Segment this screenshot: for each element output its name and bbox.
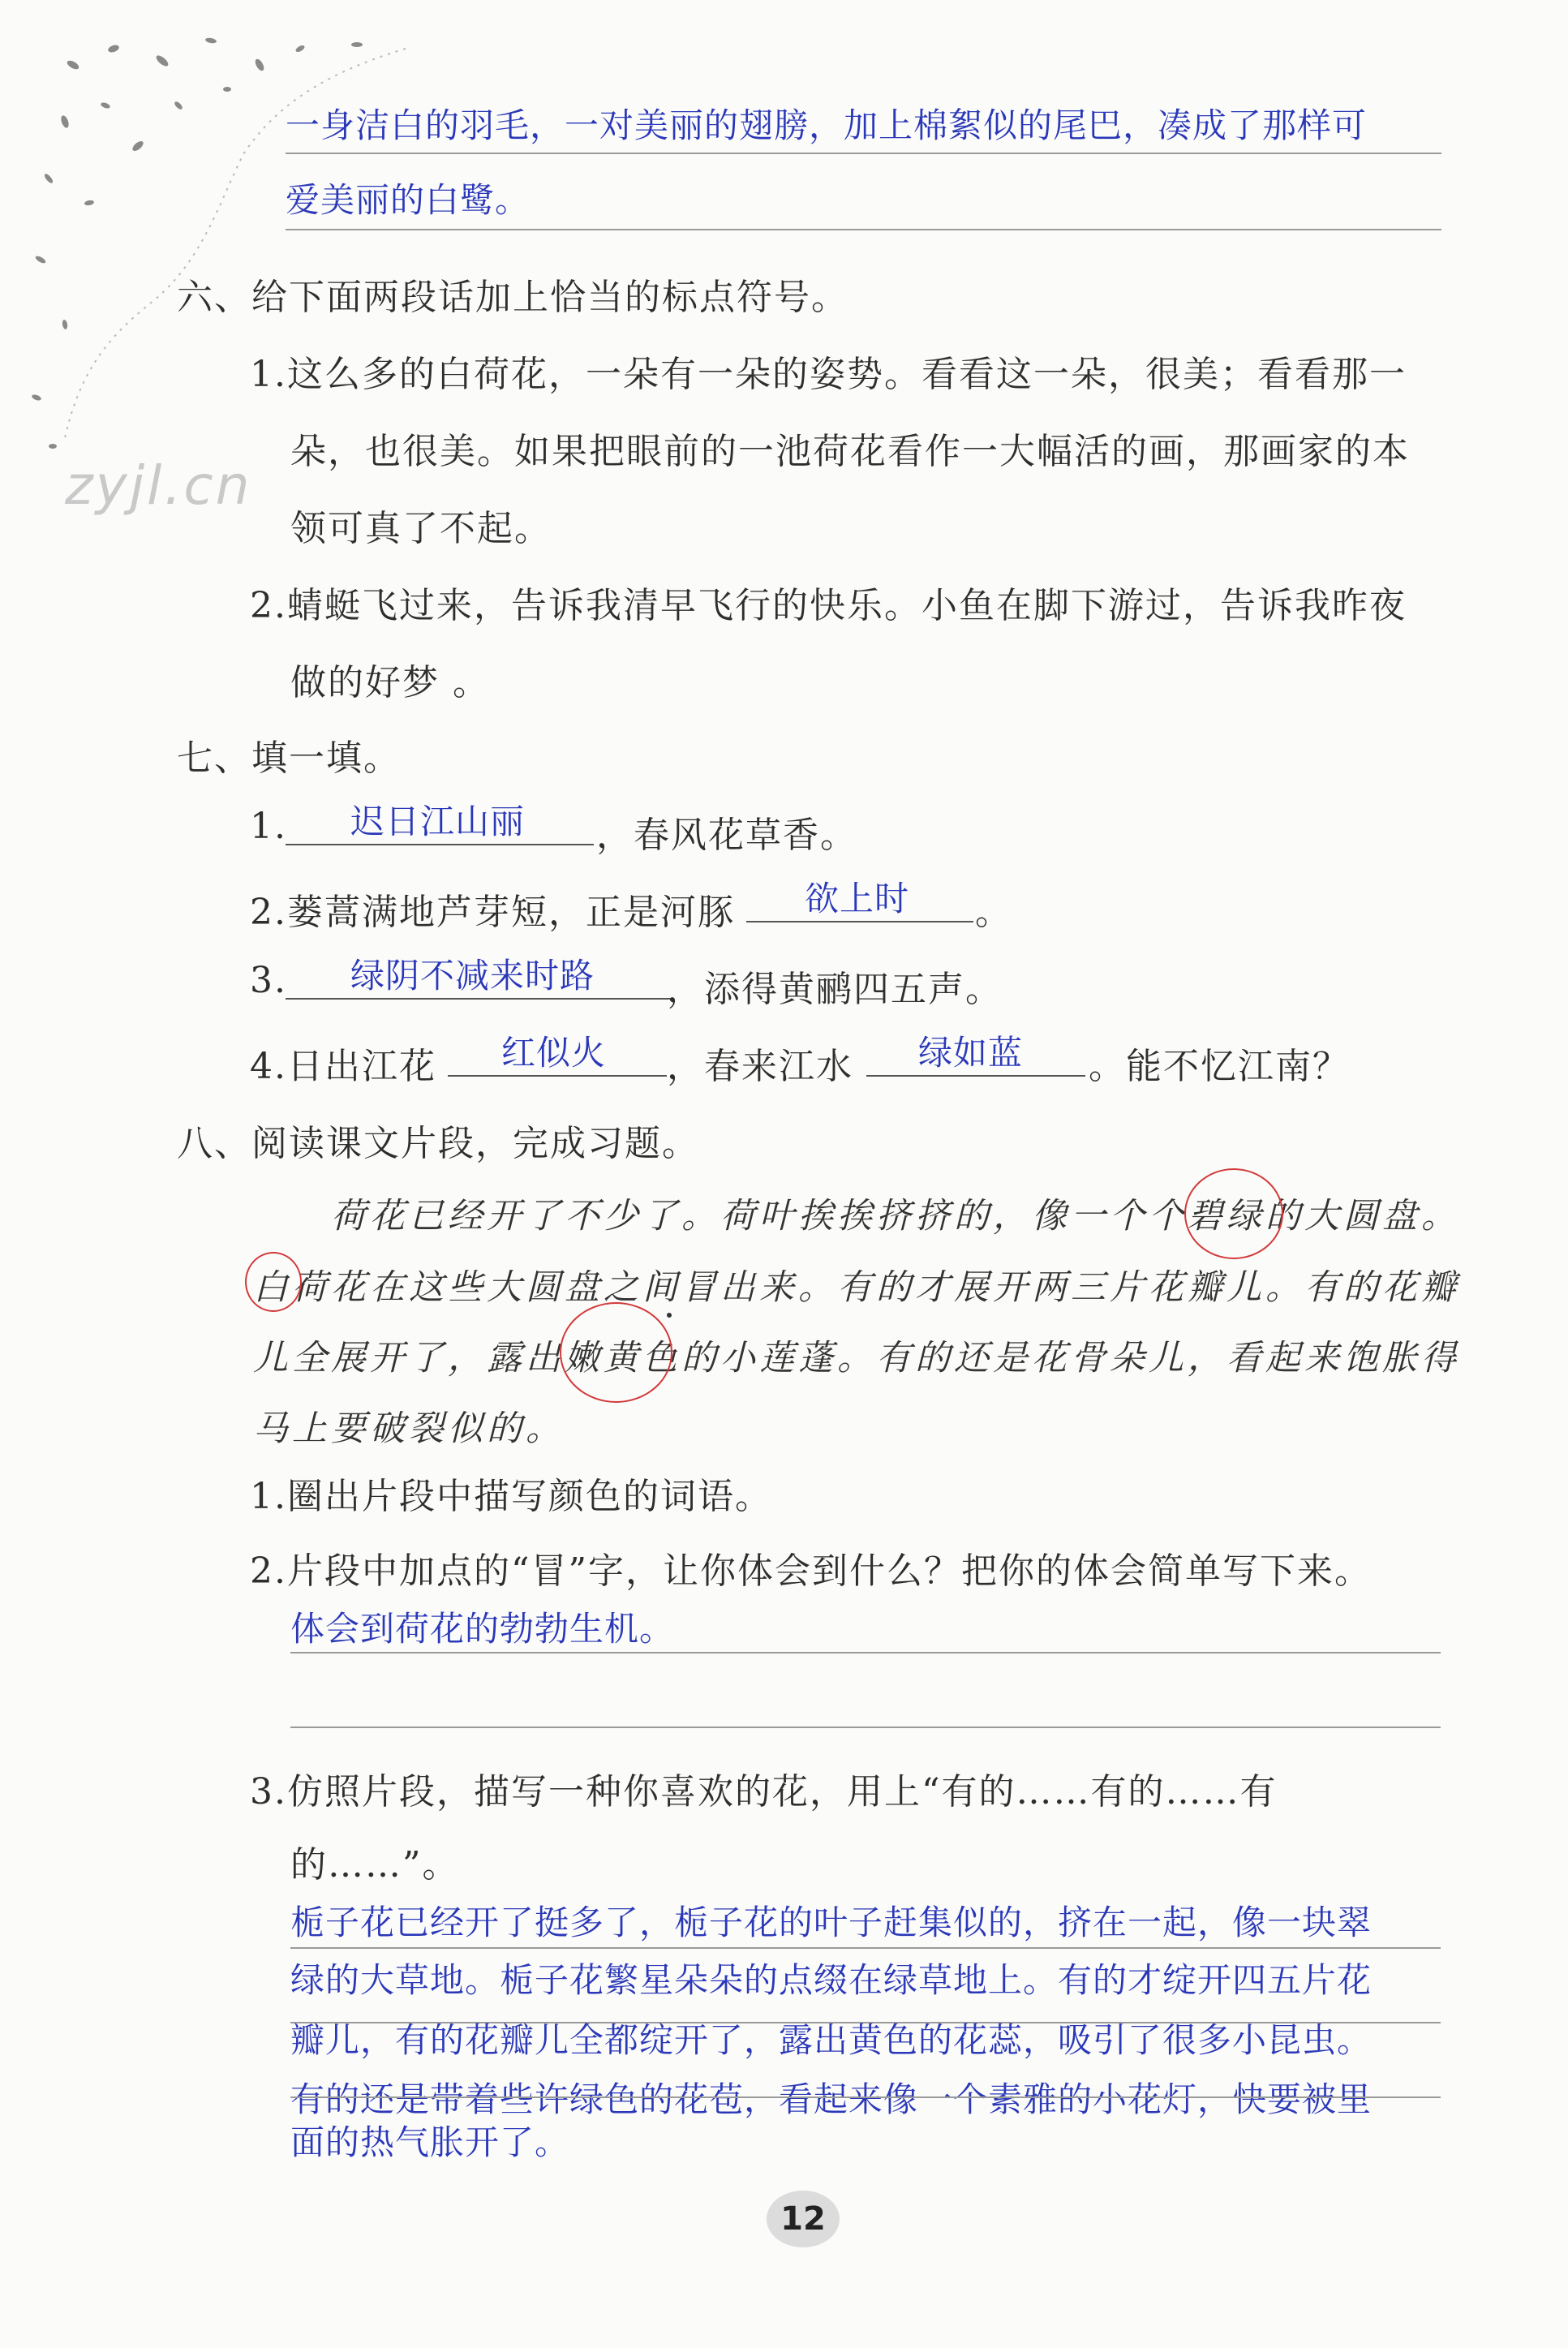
q3-answer: 绿阴不减来时路 xyxy=(350,956,595,996)
q1-answer: 迟日江山丽 xyxy=(350,802,526,841)
q1-text: ，春风花草香。 xyxy=(596,815,857,856)
answer-rule xyxy=(290,2096,1441,2098)
section-8-q1: 1.圈出片段中描写颜色的词语。 xyxy=(250,1476,772,1517)
q4-end: 。能不忆江南？ xyxy=(1089,1046,1350,1087)
q1-blank-line xyxy=(286,844,594,845)
answer-rule xyxy=(290,1652,1441,1653)
q3-blank-line xyxy=(286,998,671,1000)
section-6-item-1-line-2: 朵，也很美。如果把眼前的一池荷花看作一大幅活的画，那画家的本 xyxy=(290,431,1410,472)
circle-mark-nenHuangSe xyxy=(560,1302,672,1403)
passage-line-2: 白荷花在这些大圆盘之间冒出来。有的才展开两三片花瓣儿。有的花瓣 xyxy=(253,1267,1460,1308)
section-6-item-2-line-1: 2.蜻蜓飞过来，告诉我清早飞行的快乐。小鱼在脚下游过，告诉我昨夜 xyxy=(250,585,1407,626)
q4-answer-2: 绿如蓝 xyxy=(918,1033,1024,1073)
section-8-q2-answer: 体会到荷花的勃勃生机。 xyxy=(290,1609,675,1649)
answer-rule xyxy=(286,229,1441,230)
circle-mark-bai xyxy=(245,1252,302,1312)
emphasis-dot xyxy=(667,1313,672,1318)
passage-line-3: 儿全展开了，露出嫩黄色的小莲蓬。有的还是花骨朵儿，看起来饱胀得 xyxy=(253,1338,1460,1378)
q2-text: 2.蒌蒿满地芦芽短，正是河豚 xyxy=(250,892,735,933)
q4-middle: ，春来江水 xyxy=(667,1046,853,1087)
section-6-item-1-line-1: 1.这么多的白荷花，一朵有一朵的姿势。看看这一朵，很美；看看那一 xyxy=(250,354,1407,395)
q4-blank-line-2 xyxy=(866,1075,1085,1077)
section-8-heading: 八、阅读课文片段，完成习题。 xyxy=(177,1123,699,1164)
q1-number: 1. xyxy=(250,806,287,847)
answer-rule xyxy=(290,1947,1441,1949)
answer-rule xyxy=(286,153,1441,154)
section-7-heading: 七、填一填。 xyxy=(177,738,401,779)
page-number: 12 xyxy=(767,2191,840,2247)
q3-answer-line-1: 栀子花已经开了挺多了，栀子花的叶子赶集似的，挤在一起，像一块翠 xyxy=(290,1903,1373,1942)
section-6-item-2-line-2: 做的好梦 。 xyxy=(290,662,490,703)
section-8-q2: 2.片段中加点的“冒”字，让你体会到什么？把你的体会简单写下来。 xyxy=(250,1550,1372,1592)
watermark: zyjl.cn xyxy=(65,454,252,517)
q4-answer-1: 红似火 xyxy=(501,1033,607,1073)
q3-answer-line-4: 有的还是带着些许绿色的花苞，看起来像一个素雅的小花灯，快要被里 xyxy=(290,2079,1373,2119)
q2-end: 。 xyxy=(975,892,1012,933)
section-8-q3-line-1: 3.仿照片段，描写一种你喜欢的花，用上“有的……有的……有 xyxy=(250,1771,1278,1813)
top-answer-line-1: 一身洁白的羽毛，一对美丽的翅膀，加上棉絮似的尾巴，凑成了那样可 xyxy=(286,105,1368,145)
q3-answer-line-2: 绿的大草地。栀子花繁星朵朵的点缀在绿草地上。有的才绽开四五片花 xyxy=(290,1960,1373,2000)
answer-rule xyxy=(290,1727,1441,1728)
q3-text: ，添得黄鹂四五声。 xyxy=(667,969,1003,1010)
q2-answer: 欲上时 xyxy=(805,879,910,918)
q3-number: 3. xyxy=(250,960,287,1001)
q4-text: 4.日出江花 xyxy=(250,1046,436,1087)
section-8-q3-line-2: 的……”。 xyxy=(290,1844,460,1886)
q4-blank-line-1 xyxy=(448,1075,667,1077)
q2-blank-line xyxy=(746,921,973,922)
top-answer-line-2: 爱美丽的白鹭。 xyxy=(286,180,531,220)
q3-answer-line-5: 面的热气胀开了。 xyxy=(290,2122,570,2162)
section-6-heading: 六、给下面两段话加上恰当的标点符号。 xyxy=(177,277,848,318)
section-6-item-1-line-3: 领可真了不起。 xyxy=(290,508,552,549)
passage-line-4: 马上要破裂似的。 xyxy=(253,1408,565,1449)
passage-line-1: 荷花已经开了不少了。荷叶挨挨挤挤的，像一个个碧绿的大圆盘。 xyxy=(331,1196,1460,1236)
q3-answer-line-3: 瓣儿，有的花瓣儿全都绽开了，露出黄色的花蕊，吸引了很多小昆虫。 xyxy=(290,2020,1373,2060)
circle-mark-biLv xyxy=(1184,1168,1283,1259)
